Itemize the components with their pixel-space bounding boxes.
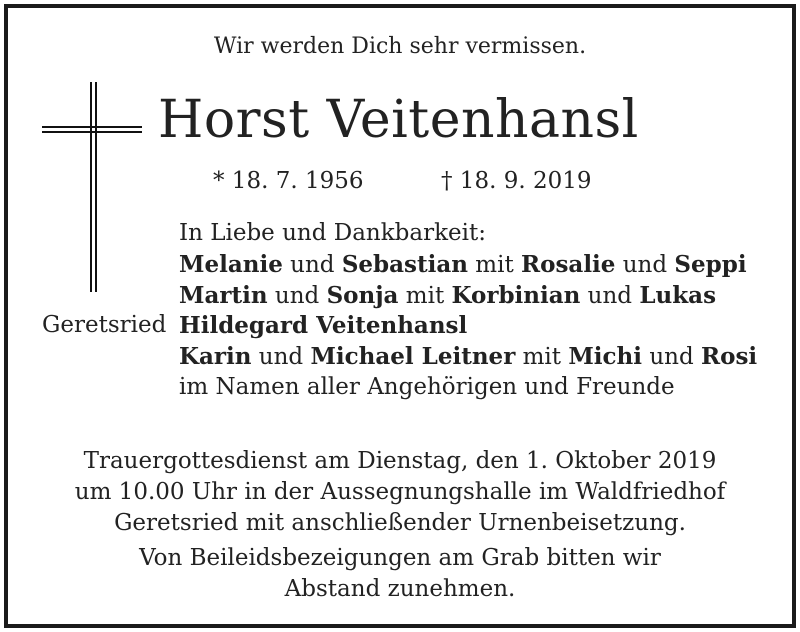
mourner-name: Lukas bbox=[639, 282, 717, 309]
mourners-intro: In Liebe und Dankbarkeit: bbox=[179, 220, 486, 246]
mourners-line-3 bbox=[179, 312, 467, 339]
deceased-name: Horst Veitenhansl bbox=[158, 90, 639, 150]
mourners-outro: im Namen aller Angehörigen und Freunde bbox=[179, 374, 675, 400]
mourner-name: Melanie bbox=[179, 251, 283, 278]
connector: und bbox=[642, 344, 701, 370]
connector: mit bbox=[467, 252, 522, 278]
connector: mit bbox=[398, 283, 452, 309]
mourners-line-2 bbox=[179, 282, 716, 309]
birth-date: * 18. 7. 1956 bbox=[213, 168, 364, 194]
death-date: † 18. 9. 2019 bbox=[441, 168, 592, 194]
mourner-name: Hildegard Veitenhansl bbox=[179, 312, 468, 339]
mourner-name: Martin bbox=[179, 282, 268, 309]
cross-icon bbox=[42, 82, 142, 292]
mourner-name: Sonja bbox=[326, 282, 399, 309]
condolence-line: Abstand zunehmen. bbox=[284, 576, 516, 602]
mourner-name: Sebastian bbox=[341, 251, 468, 278]
mourner-name: Karin bbox=[179, 343, 252, 370]
connector: und bbox=[267, 283, 327, 309]
connector: und bbox=[251, 344, 311, 370]
place-label: Geretsried bbox=[42, 312, 167, 338]
condolence-note bbox=[8, 543, 792, 605]
service-line: Geretsried mit anschließender Urnenbeisetzung. bbox=[114, 510, 686, 536]
connector: mit bbox=[515, 344, 569, 370]
connector: und bbox=[580, 283, 640, 309]
mourners-line-4 bbox=[179, 343, 757, 370]
service-info bbox=[8, 446, 792, 539]
mourner-name: Rosalie bbox=[521, 251, 616, 278]
connector: und bbox=[615, 252, 675, 278]
mourner-name: Rosi bbox=[701, 343, 758, 370]
mourner-name: Michael Leitner bbox=[310, 343, 516, 370]
connector: und bbox=[282, 252, 342, 278]
obituary-notice bbox=[4, 4, 796, 628]
mourner-name: Michi bbox=[568, 343, 643, 370]
condolence-line: Von Beileidsbezeigungen am Grab bitten wir bbox=[139, 545, 661, 571]
mourners-line-1 bbox=[179, 251, 747, 278]
service-line: um 10.00 Uhr in der Aussegnungshalle im Waldfriedhof bbox=[74, 479, 726, 505]
motto: Wir werden Dich sehr vermissen. bbox=[213, 34, 587, 59]
mourner-name: Korbinian bbox=[451, 282, 581, 309]
mourner-name: Seppi bbox=[674, 251, 747, 278]
service-line: Trauergottesdienst am Dienstag, den 1. Oktober 2019 bbox=[83, 448, 717, 474]
